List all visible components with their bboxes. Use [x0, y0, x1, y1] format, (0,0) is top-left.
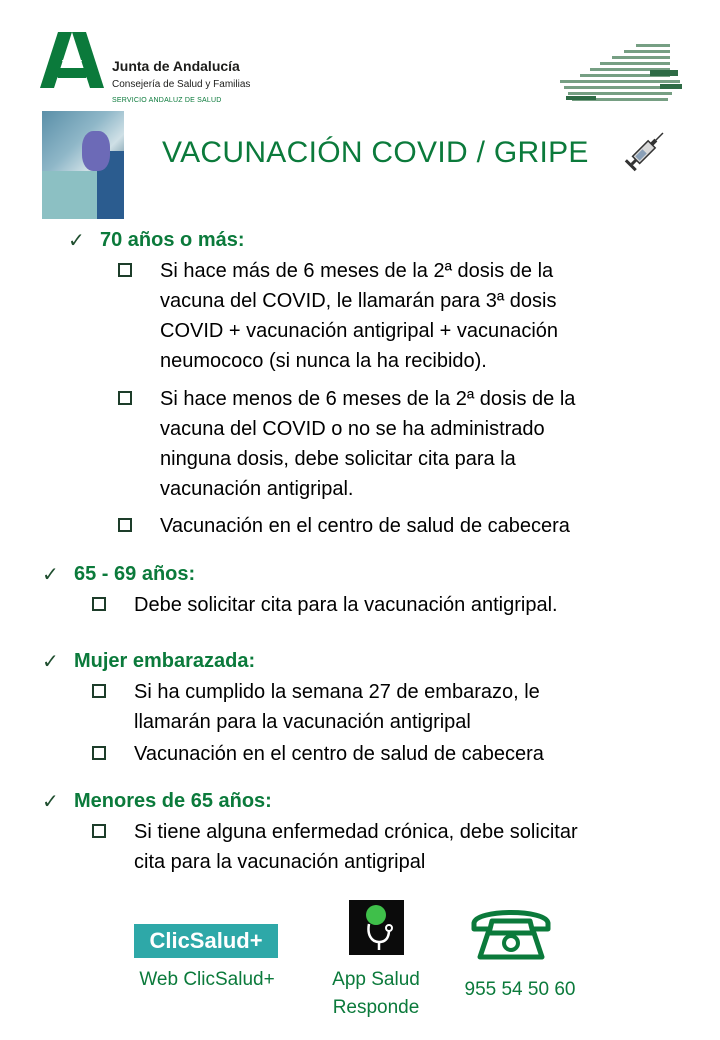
clicsalud-label: Web ClicSalud+: [139, 969, 275, 990]
checkbox-icon: [92, 684, 106, 698]
item-line: Si tiene alguna enfermedad crónica, debe solicitar: [134, 821, 578, 843]
item-line: ninguna dosis, debe solicitar cita para la: [160, 448, 516, 470]
item-line: llamarán para la vacunación antigripal: [134, 711, 471, 733]
section-heading-pregnant: Mujer embarazada:: [74, 650, 256, 672]
checkbox-icon: [118, 518, 132, 532]
clicsalud-logo[interactable]: ClicSalud+: [134, 924, 278, 958]
wordcloud-image: [560, 40, 686, 106]
org-name: Junta de Andalucía: [112, 58, 240, 74]
section-heading-under-65: Menores de 65 años:: [74, 790, 272, 812]
org-service: SERVICIO ANDALUZ DE SALUD: [112, 97, 222, 104]
vaccination-photo: [42, 111, 124, 219]
section-heading-70-plus: 70 años o más:: [100, 229, 245, 251]
section-heading-65-69: 65 - 69 años:: [74, 563, 196, 585]
app-label-line1: App Salud: [332, 969, 420, 990]
item-line: Debe solicitar cita para la vacunación antigripal.: [134, 594, 558, 616]
item-line: vacuna del COVID, le llamarán para 3ª dosis: [160, 290, 557, 312]
telephone-icon: [470, 903, 552, 961]
item-line: cita para la vacunación antigripal: [134, 851, 426, 873]
item-line: Si hace menos de 6 meses de la 2ª dosis de la: [160, 388, 576, 410]
checkbox-icon: [92, 824, 106, 838]
andalucia-logo: [40, 32, 104, 88]
item-line: vacuna del COVID o no se ha administrado: [160, 418, 545, 440]
syringe-icon: [622, 126, 670, 174]
item-line: Vacunación en el centro de salud de cabecera: [160, 515, 570, 537]
org-department: Consejería de Salud y Familias: [112, 79, 251, 90]
page-title: VACUNACIÓN COVID / GRIPE: [162, 136, 589, 169]
checkbox-icon: [92, 746, 106, 760]
phone-number[interactable]: 955 54 50 60: [464, 979, 576, 1000]
check-icon: ✓: [68, 230, 85, 252]
item-line: Si hace más de 6 meses de la 2ª dosis de la: [160, 260, 554, 282]
item-line: Vacunación en el centro de salud de cabecera: [134, 743, 544, 765]
check-icon: ✓: [42, 651, 59, 673]
stethoscope-icon: [349, 900, 404, 955]
checkbox-icon: [92, 597, 106, 611]
item-line: COVID + vacunación antigripal + vacunación: [160, 320, 559, 342]
checkbox-icon: [118, 391, 132, 405]
app-label-line2: Responde: [332, 997, 420, 1018]
item-line: vacunación antigripal.: [160, 478, 354, 500]
check-icon: ✓: [42, 791, 59, 813]
check-icon: ✓: [42, 564, 59, 586]
item-line: neumococo (si nunca la ha recibido).: [160, 350, 487, 372]
checkbox-icon: [118, 263, 132, 277]
app-salud-icon[interactable]: [349, 900, 404, 955]
item-line: Si ha cumplido la semana 27 de embarazo, le: [134, 681, 540, 703]
